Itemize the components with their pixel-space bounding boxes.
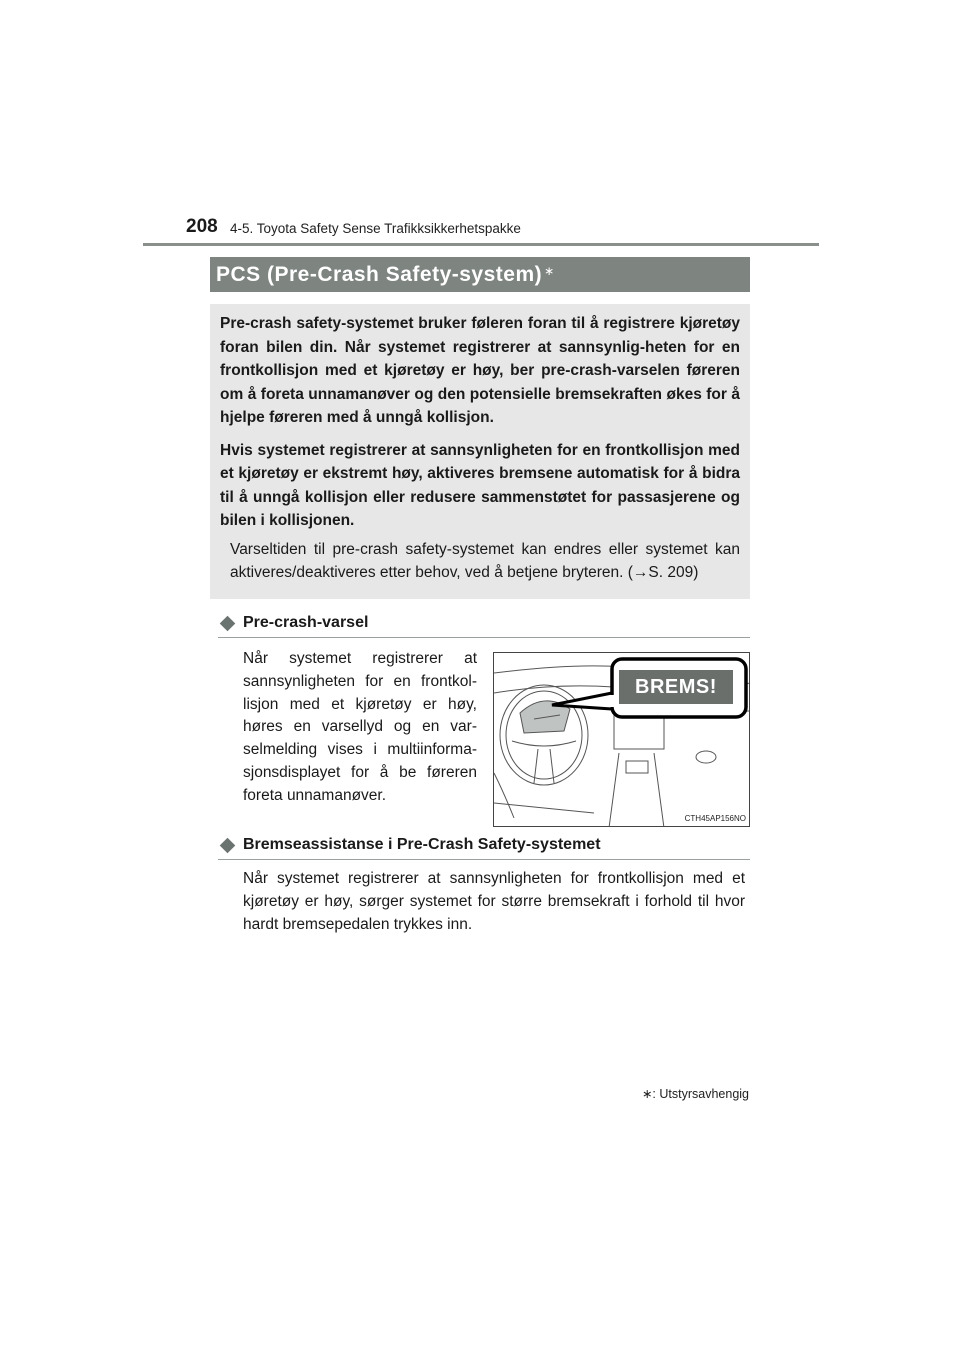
intro-box [210, 304, 750, 599]
subsection-divider [218, 637, 750, 638]
figure-code: CTH45AP156NO [684, 814, 746, 823]
header-divider [143, 243, 819, 246]
diamond-bullet-icon [220, 837, 236, 853]
footnote: ∗: Utstyrsavhengig [641, 1087, 749, 1101]
subsection-divider [218, 859, 750, 860]
subsection-heading-label: Bremseassistanse i Pre-Crash Safety-systemet [243, 836, 601, 853]
brems-warning-label: BREMS! [619, 670, 733, 704]
dashboard-illustration [493, 652, 750, 827]
subsection-heading-pre-crash-warning [218, 614, 368, 632]
chapter-title: 4-5. Toyota Safety Sense Trafikksikkerhetspakke [230, 221, 521, 236]
diamond-bullet-icon [220, 615, 236, 631]
equipment-mark: ∗ [544, 263, 555, 278]
page-number: 208 [186, 216, 218, 237]
subsection-heading-label: Pre-crash-varsel [243, 614, 369, 631]
intro-paragraph-1: Pre-crash safety-systemet bruker føleren foran til å registrere kjøretøy foran bilen din. Når systemet registrerer at sannsynlig-heten for en frontkollisjon med et kjøretøy er høy, ber pre-crash-varselen føreren om å foreta unnamanøver og den potensielle bremsekraften økes for å hjelpe føreren med å unngå kollisjon. [220, 315, 740, 426]
subsection-heading-brake-assist [218, 836, 601, 854]
brake-assist-text: Når systemet registrerer at sannsynligheten for frontkollisjon med et kjøretøy er høy, sørger systemet for større bremsekraft i forhold til hvor hardt bremsepedalen trykkes inn. [243, 870, 745, 933]
pre-crash-warning-text: Når systemet registrerer at sannsynligheten for en frontkol-lisjon med et kjøretøy er høy, høres en varsellyd og en var-selmelding vises i multiinforma-sjonsdisplayet for å be føreren foreta unnamanøver. [243, 650, 477, 804]
intro-note: Varseltiden til pre-crash safety-systemet kan endres eller systemet kan aktiveres/deaktiveres etter behov, ved å betjene bryteren. (→S. 209) [230, 540, 740, 581]
section-title-bar [210, 257, 750, 292]
section-title: PCS (Pre-Crash Safety-system) [216, 262, 543, 286]
intro-paragraph-2: Hvis systemet registrerer at sannsynligheten for en frontkollisjon med et kjøretøy er ekstremt høy, aktiveres bremsene automatisk for å bidra til å unngå kollisjon eller redusere sammenstøtet for passasjerene og bilen i kollisjonen. [220, 441, 740, 529]
